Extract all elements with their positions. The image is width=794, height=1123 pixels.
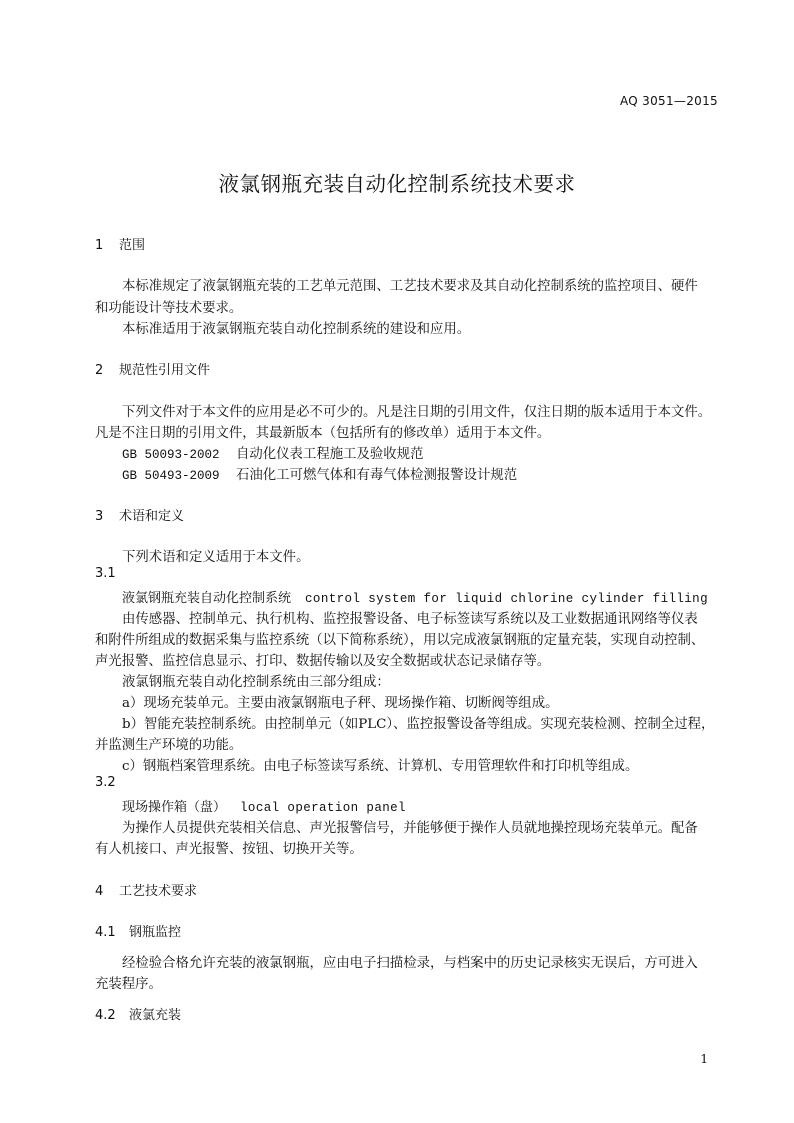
subsection-title: 液氯充装 xyxy=(129,1008,182,1023)
list-item: b）智能充装控制系统。由控制单元（如PLC）、监控报警设备等组成。实现充装检测、控制全过程， xyxy=(122,717,715,732)
list-item: c）钢瓶档案管理系统。由电子标签读写系统、计算机、专用管理软件和打印机等组成。 xyxy=(122,759,639,774)
section-number: 3 xyxy=(95,509,104,524)
section-heading xyxy=(95,234,145,253)
paragraph-line: 声光报警、监控信息显示、打印、数据传输以及安全数据或状态记录储存等。 xyxy=(95,654,551,669)
term-entry xyxy=(122,587,708,606)
paragraph-line: 凡是不注日期的引用文件，其最新版本（包括所有的修改单）适用于本文件。 xyxy=(95,426,551,441)
section-title: 术语和定义 xyxy=(119,509,185,524)
term-chinese: 现场操作箱（盘） xyxy=(122,800,227,815)
section-title: 范围 xyxy=(119,238,146,253)
reference-item xyxy=(122,464,517,483)
reference-item xyxy=(122,443,423,462)
page-number: 1 xyxy=(700,1052,708,1066)
list-item-continuation: 并监测生产环境的功能。 xyxy=(95,738,243,753)
reference-code: GB 50493-2009 xyxy=(122,469,220,483)
term-number: 3.2 xyxy=(95,775,116,790)
section-heading xyxy=(95,505,184,524)
section-heading xyxy=(95,880,197,899)
term-entry xyxy=(122,796,406,815)
paragraph-line: 下列文件对于本文件的应用是必不可少的。凡是注日期的引用文件，仅注日期的版本适用于本文件。 xyxy=(122,405,712,420)
paragraph-line: 由传感器、控制单元、执行机构、监控报警设备、电子标签读写系统以及工业数据通讯网络等仪表 xyxy=(122,612,698,627)
paragraph-line: 下列术语和定义适用于本文件。 xyxy=(122,550,310,565)
section-title: 规范性引用文件 xyxy=(119,363,211,378)
subsection-heading xyxy=(95,1004,181,1023)
subsection-number: 4.2 xyxy=(95,1008,116,1023)
reference-title: 自动化仪表工程施工及验收规范 xyxy=(236,447,424,462)
subsection-title: 钢瓶监控 xyxy=(129,925,182,940)
paragraph-line: 为操作人员提供充装相关信息、声光报警信号，并能够便于操作人员就地操控现场充装单元。配备 xyxy=(122,821,698,836)
paragraph-line: 经检验合格允许充装的液氯钢瓶，应由电子扫描检录，与档案中的历史记录核实无误后，方可进入 xyxy=(122,956,698,971)
paragraph-line: 和功能设计等技术要求。 xyxy=(95,301,243,316)
subsection-heading xyxy=(95,921,181,940)
standard-code: AQ 3051—2015 xyxy=(620,94,718,108)
term-chinese: 液氯钢瓶充装自动化控制系统 xyxy=(122,591,292,606)
list-item: a）现场充装单元。主要由液氯钢瓶电子秤、现场操作箱、切断阀等组成。 xyxy=(122,696,559,711)
reference-code: GB 50093-2002 xyxy=(122,448,220,462)
section-number: 2 xyxy=(95,363,104,378)
section-number: 4 xyxy=(95,884,104,899)
subsection-number: 4.1 xyxy=(95,925,116,940)
term-english: local operation panel xyxy=(240,801,406,815)
paragraph-line: 本标准规定了液氯钢瓶充装的工艺单元范围、工艺技术要求及其自动化控制系统的监控项目、硬件 xyxy=(122,279,698,294)
paragraph-line: 和附件所组成的数据采集与监控系统（以下简称系统），用以完成液氯钢瓶的定量充装，实现自动控制、 xyxy=(95,633,705,648)
document-title: 液氯钢瓶充装自动化控制系统技术要求 xyxy=(218,172,576,196)
paragraph-line: 有人机接口、声光报警、按钮、切换开关等。 xyxy=(95,842,363,857)
paragraph-line: 液氯钢瓶充装自动化控制系统由三部分组成： xyxy=(122,675,390,690)
term-number: 3.1 xyxy=(95,566,116,581)
term-english: control system for liquid chlorine cylinder filling xyxy=(305,592,708,606)
reference-title: 石油化工可燃气体和有毒气体检测报警设计规范 xyxy=(236,468,518,483)
section-title: 工艺技术要求 xyxy=(119,884,198,899)
paragraph-line: 本标准适用于液氯钢瓶充装自动化控制系统的建设和应用。 xyxy=(122,322,471,337)
section-number: 1 xyxy=(95,238,104,253)
paragraph-line: 充装程序。 xyxy=(95,977,162,992)
section-heading xyxy=(95,359,210,378)
